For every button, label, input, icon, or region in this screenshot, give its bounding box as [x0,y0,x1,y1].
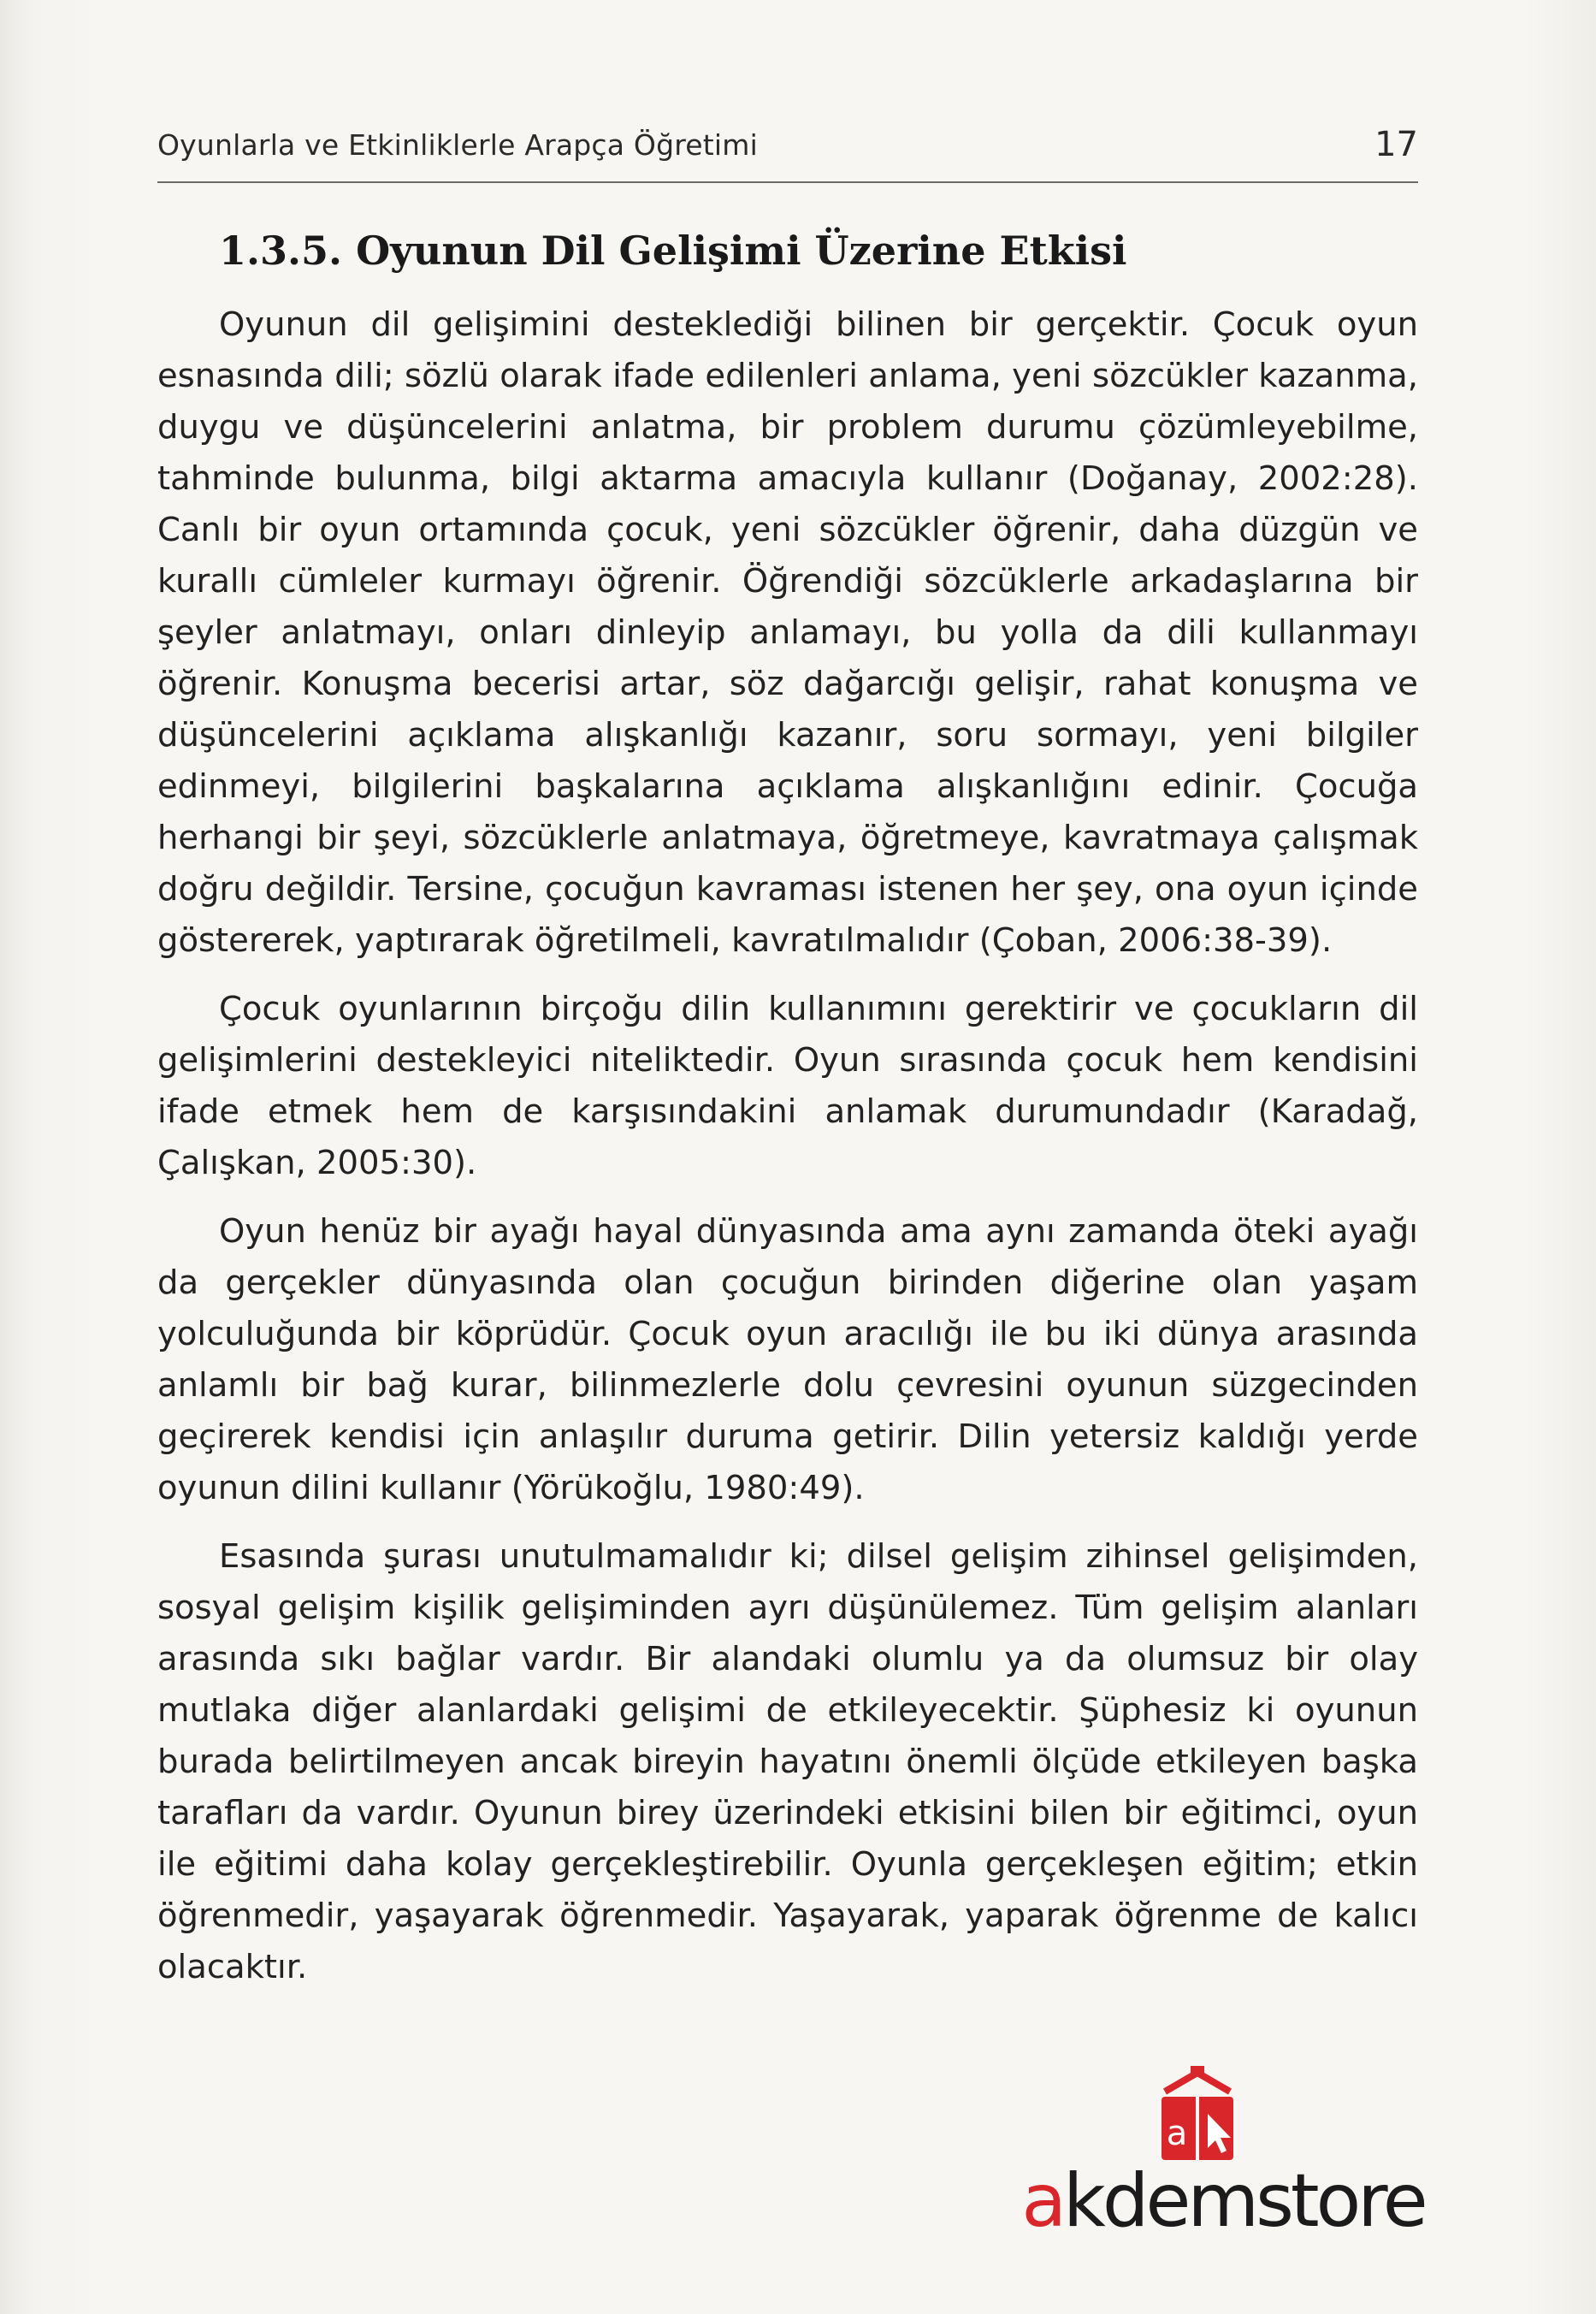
paragraph-2: Çocuk oyunlarının birçoğu dilin kullanımını gerektirir ve çocukların dil gelişimlerini destekleyici niteliktedir. Oyun sırasında çocuk hem kendisini ifade etmek hem de karşısındakini anlamak durumundadır (Karadağ, Çalışkan, 2005:30). [157,990,1418,1182]
akdemstore-logo [1009,2066,1437,2244]
book-cursor-icon [1156,2066,1238,2167]
svg-text:a: a [1166,2114,1188,2153]
paragraph-1: Oyunun dil gelişimini desteklediği bilinen bir gerçektir. Çocuk oyun esnasında dili; sözlü olarak ifade edilenleri anlama, yeni sözcükler kazanma, duygu ve düşüncelerini anlatma, bir problem durumu çözümleyebilme, tahminde bulunma, bilgi aktarma amacıyla kullanır (Doğanay, 2002:28). Canlı bir oyun ortamında çocuk, yeni sözcükler öğrenir, daha düzgün ve kurallı cümleler kurmayı öğrenir. Öğrendiği sözcüklerle arkadaşlarına bir şeyler anlatmayı, onları dinleyip anlamayı, bu yolla da dili kullanmayı öğrenir. Konuşma becerisi artar, söz dağarcığı gelişir, rahat konuşma ve düşüncelerini açıklama alışkanlığı kazanır, soru sormayı, yeni bilgiler edinmeyi, bilgilerini başkalarına açıklama alışkanlığını edinir. Çocuğa herhangi bir şeyi, sözcüklerle anlatmaya, öğretmeye, kavratmaya çalışmak doğru değildir. Tersine, çocuğun kavraması istenen her şey, ona oyun içinde göstererek, yaptırarak öğretilmeli, kavratılmalıdır (Çoban, 2006:38-39). [157,305,1418,960]
logo-wordmark-rest: kdemstore [1063,2158,1425,2244]
running-header [157,125,1418,180]
page-number: 17 [1374,125,1418,164]
header-divider [157,181,1418,183]
logo-wordmark [1009,2158,1437,2244]
running-header-title: Oyunlarla ve Etkinliklerle Arapça Öğretimi [157,128,758,162]
body-text [157,299,1418,2010]
logo-accent-letter: a [1021,2158,1064,2244]
section-heading: 1.3.5. Oyunun Dil Gelişimi Üzerine Etkisi [219,228,1127,274]
paragraph-4: Esasında şurası unutulmamalıdır ki; dilsel gelişim zihinsel gelişimden, sosyal gelişim kişilik gelişiminden ayrı düşünülemez. Tüm gelişim alanları arasında sıkı bağlar vardır. Bir alandaki olumlu ya da olumsuz bir olay mutlaka diğer alanlardaki gelişimi de etkileyecektir. Şüphesiz ki oyunun burada belirtilmeyen ancak bireyin hayatını önemli ölçüde etkileyen başka tarafları da vardır. Oyunun birey üzerindeki etkisini bilen bir eğitimci, oyun ile eğitimi daha kolay gerçekleştirebilir. Oyunla gerçekleşen eğitim; etkin öğrenmedir, yaşayarak öğrenmedir. Yaşayarak, yaparak öğrenme de kalıcı olacaktır. [157,1537,1418,1986]
paragraph-3: Oyun henüz bir ayağı hayal dünyasında ama aynı zamanda öteki ayağı da gerçekler dünyasında olan çocuğun birinden diğerine olan yaşam yolculuğunda bir köprüdür. Çocuk oyun aracılığı ile bu iki dünya arasında anlamlı bir bağ kurar, bilinmezlerle dolu çevresini oyunun süzgecinden geçirerek kendisi için anlaşılır duruma getirir. Dilin yetersiz kaldığı yerde oyunun dilini kullanır (Yörükoğlu, 1980:49). [157,1212,1418,1507]
